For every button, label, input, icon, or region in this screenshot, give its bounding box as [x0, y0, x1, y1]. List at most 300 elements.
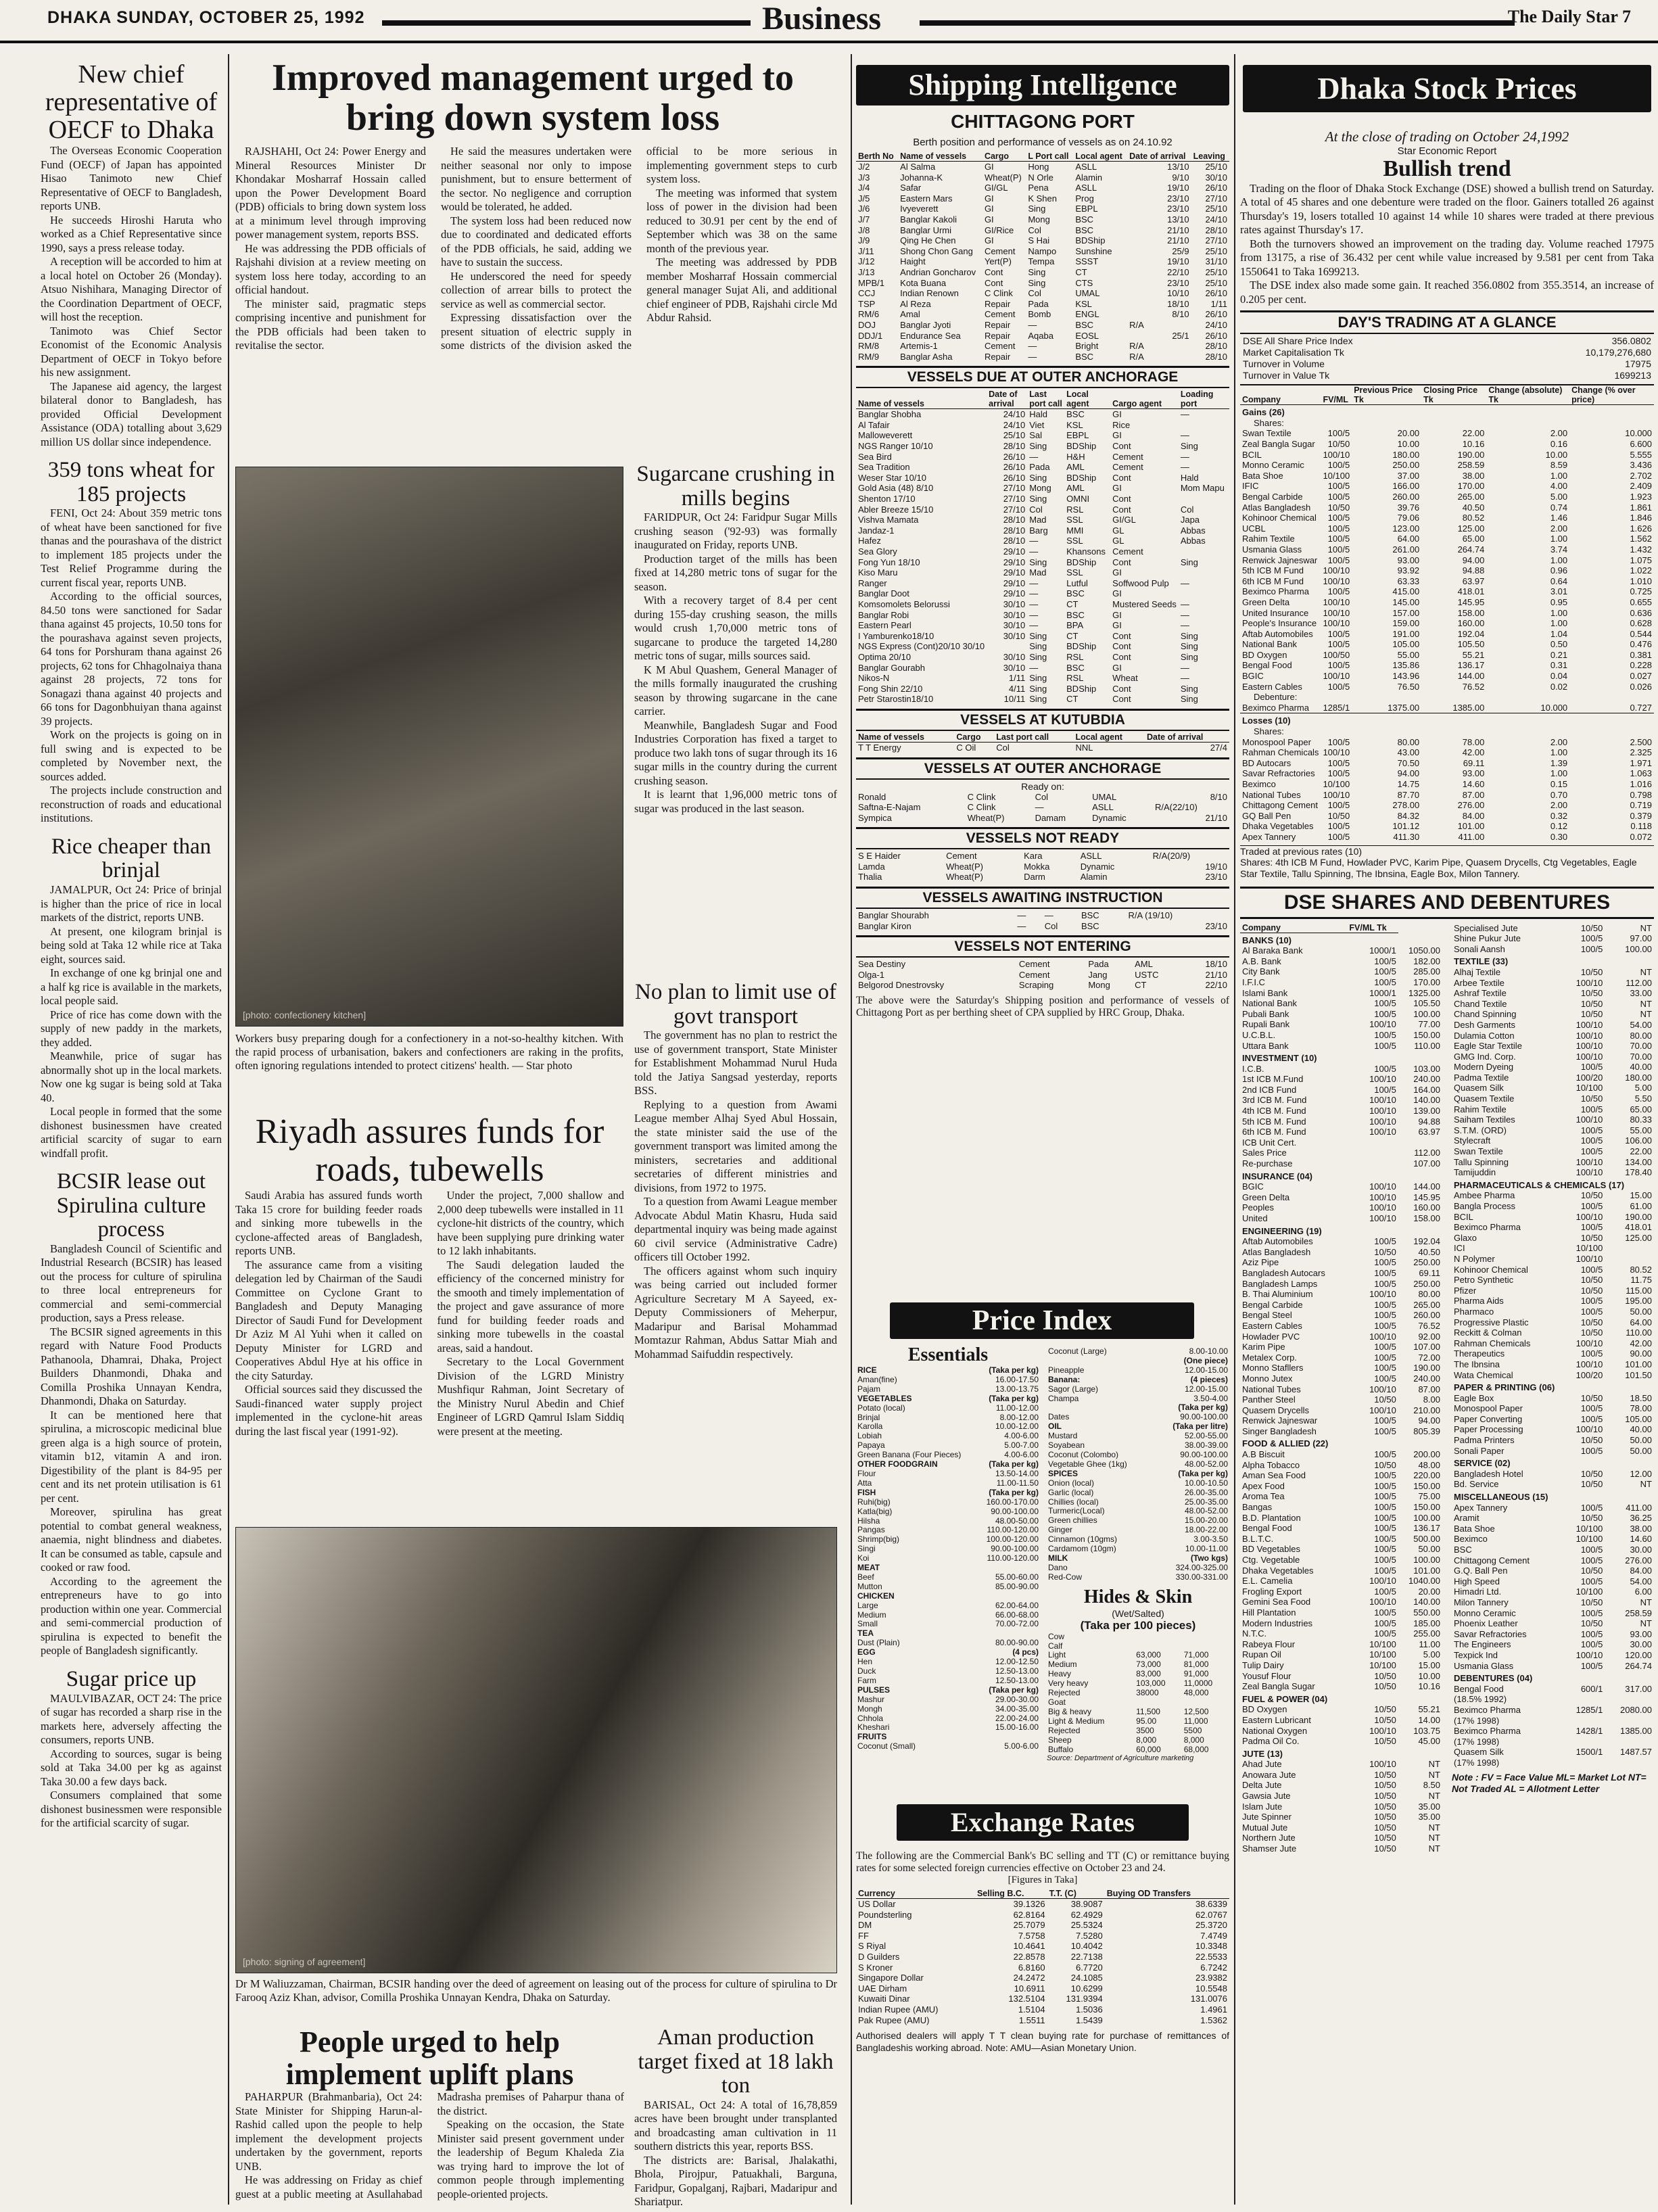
category-row: [856, 1563, 1040, 1573]
price-row: [856, 1742, 1040, 1751]
table-cell: 250.00: [1413, 1257, 1440, 1268]
table-cell: 125.00: [1457, 523, 1485, 534]
table-cell: 100/5: [1580, 1125, 1603, 1135]
table-row: [856, 214, 1229, 225]
table-cell: Sheep: [1048, 1735, 1072, 1745]
table-cell: Cement: [984, 245, 1016, 256]
item-label: Green chillies: [1048, 1516, 1097, 1526]
previous-rates-list: Shares: 4th ICB M Fund, Howlader PVC, Karim Pipe, Quasem Drycells, Ctg Vegetables, Eagle Star Textile, Tallu Spinning, The Ibnsina, Eagle Box, Milon Tannery.: [1240, 856, 1637, 879]
table-cell: 39.76: [1397, 502, 1420, 513]
table-row: [856, 320, 1229, 331]
table-cell: 100/5: [1327, 491, 1350, 502]
table-cell: 14.60: [1462, 779, 1485, 789]
table-cell: (17% 1998): [1454, 1757, 1500, 1768]
table-cell: IFIC: [1242, 481, 1259, 492]
table-row: [1240, 832, 1654, 843]
table-cell: Pada: [1029, 462, 1050, 473]
table-cell: 100/10: [1369, 1074, 1396, 1085]
item-price: 48.00-50.00: [995, 1516, 1039, 1526]
category-label: INSURANCE (04): [1242, 1171, 1313, 1181]
table-row: [1240, 1715, 1442, 1726]
table-cell: 100/10: [1369, 1725, 1396, 1736]
table-cell: J/6: [858, 204, 870, 214]
table-cell: 10/50: [1374, 1801, 1396, 1812]
item-price: 3.50-4.00: [1193, 1394, 1228, 1403]
table-cell: Pubali Bank: [1242, 1008, 1289, 1019]
table-cell: 61.00: [1630, 1201, 1652, 1211]
table-row: [1240, 335, 1654, 347]
table-cell: GI: [1112, 609, 1122, 620]
lead-headline: Improved management urged to bring down system loss: [271, 58, 795, 139]
item-label: Turmeric(Local): [1048, 1507, 1105, 1516]
table-cell: 159.00: [1392, 618, 1420, 629]
table-cell: 25.5324: [1070, 1920, 1103, 1931]
table-cell: —: [1180, 620, 1189, 631]
item-label: Garlic (local): [1048, 1488, 1094, 1497]
table-row: [856, 536, 1229, 546]
table-row: [1240, 998, 1442, 1009]
table-row: [856, 494, 1229, 504]
table-row: [1240, 1681, 1442, 1692]
table-header: [856, 151, 1229, 162]
table-cell: 100/5: [1374, 1299, 1396, 1310]
price-row: [1047, 1526, 1229, 1535]
table-row: [1452, 1201, 1654, 1212]
table-cell: Sing: [1180, 683, 1198, 694]
table-cell: 100/5: [1327, 639, 1350, 650]
table-cell: 6th ICB M. Fund: [1242, 1127, 1306, 1137]
table-cell: Savar Refractories: [1242, 768, 1315, 779]
table-cell: 50.00: [1630, 1445, 1652, 1456]
table-cell: 14.00: [1418, 1714, 1440, 1725]
table-row: [1240, 492, 1654, 502]
item-price: 38.00-39.00: [1184, 1441, 1228, 1451]
table-cell: CCJ: [858, 288, 876, 299]
category-label: DEBENTURES (04): [1454, 1673, 1533, 1684]
item-label: Mongh: [857, 1704, 882, 1714]
table-cell: 100/5: [1580, 943, 1603, 954]
item-label: FRUITS: [857, 1733, 887, 1742]
category-row: [1240, 1224, 1442, 1237]
label: Turnover in Volume: [1243, 358, 1325, 370]
table-header: [856, 390, 1229, 409]
photo-caption: Dr M Waliuzzaman, Chairman, BCSIR handing over the deed of agreement on leasing out of the process for culture of spirulina to Dr Farooq Aziz Khan, advisor, Comilla Proshika Unnayan Kendra, Dhaka on Saturday.: [235, 1977, 837, 2004]
table-cell: Texpick Ind: [1454, 1649, 1498, 1660]
table-cell: People's Insurance: [1242, 618, 1317, 629]
masthead: [0, 0, 1658, 43]
table-cell: 100/10: [1576, 1359, 1603, 1369]
table-row: [1452, 1545, 1654, 1555]
table-cell: 106.00: [1625, 1135, 1652, 1146]
table-row: [856, 483, 1229, 494]
table-row: [1240, 768, 1654, 779]
table-cell: 10/50: [1327, 502, 1350, 513]
table-cell: 10/50: [1580, 1435, 1603, 1446]
table-cell: I Yamburenko18/10: [858, 630, 934, 641]
table-cell: 25/9: [1172, 245, 1189, 256]
table-cell: BSC: [1066, 662, 1085, 673]
table-row: [1452, 1469, 1654, 1480]
table-cell: 42.00: [1462, 747, 1485, 758]
item-price: (Two kgs): [1190, 1553, 1228, 1563]
table-cell: Uttara Bank: [1242, 1040, 1289, 1051]
table-cell: Sunshine: [1075, 245, 1112, 256]
table-cell: 195.00: [1625, 1296, 1652, 1307]
item-label: VEGETABLES: [857, 1394, 912, 1403]
table-cell: J/2: [858, 162, 870, 172]
table-cell: 24.1085: [1070, 1973, 1103, 1983]
table-cell: 1000/1: [1369, 987, 1396, 998]
column-header: Change (% over price): [1569, 385, 1654, 405]
table-cell: 10/50: [1580, 1232, 1603, 1243]
table-cell: 100/5: [1374, 1278, 1396, 1289]
item-price: 330.00-331.00: [1175, 1572, 1228, 1582]
table-cell: 100/5: [1580, 1062, 1603, 1073]
category-row: [1047, 1403, 1229, 1413]
item-label: Dates: [1048, 1413, 1070, 1422]
table-cell: 180.00: [1392, 449, 1420, 460]
table-cell: 0.798: [1630, 789, 1652, 800]
table-cell: S.T.M. (ORD): [1454, 1125, 1507, 1135]
table-cell: 25/10: [1205, 266, 1227, 277]
table-cell: 1.04: [1550, 628, 1568, 639]
item-price: [977, 1733, 1040, 1742]
table-cell: 55.00: [1630, 1125, 1652, 1135]
table-cell: S Kroner: [858, 1962, 893, 1973]
table-body: [856, 910, 1229, 931]
table-cell: BD Oxygen: [1242, 1704, 1287, 1715]
table-cell: —: [1029, 536, 1039, 546]
table-cell: 0.727: [1630, 702, 1652, 713]
paragraph: Saudi Arabia has assured funds worth Taka 15 crore for building feeder roads and sinking more tubewells in the cyclone-affected areas of Bangladesh, reports UNB.: [235, 1189, 423, 1258]
table-cell: 100/10: [1576, 1041, 1603, 1052]
table-cell: 178.40: [1625, 1167, 1652, 1178]
table-cell: 10/50: [1374, 1704, 1396, 1715]
table-cell: 100/5: [1374, 1586, 1396, 1597]
table-cell: 100/10: [1576, 1051, 1603, 1062]
table-cell: Apex Food: [1242, 1480, 1285, 1491]
table-cell: 100.00: [1413, 1008, 1440, 1019]
table-row: [856, 430, 1229, 441]
table-cell: Alamin: [1080, 872, 1108, 883]
table-row: [1452, 1020, 1654, 1031]
table-cell: Cont: [1112, 504, 1131, 515]
paragraph: In exchange of one kg brinjal one and a half kg rice is available in the markets, local people said.: [41, 966, 222, 1008]
table-cell: C Clink: [984, 288, 1013, 299]
paragraph: He said the measures undertaken were neither seasonal nor only to impose punishment, but to ensure betterment of the sector. No negligence and corruption would be tolerated, he added.: [441, 145, 632, 213]
table-cell: Sing: [1029, 694, 1047, 705]
table-cell: 0.02: [1550, 681, 1568, 692]
article-aman: [634, 2026, 837, 2209]
table-cell: 180.00: [1625, 1072, 1652, 1083]
paragraph: Bangladesh Council of Scientific and Industrial Research (BCSIR) has leased out the process for culture of spirulina to three local entrepreneurs for commercial and semi-commercial production, says a Press release.: [41, 1242, 222, 1325]
table-cell: 93.00: [1630, 1628, 1652, 1639]
table-cell: —: [1029, 578, 1039, 588]
table-cell: Aman Sea Food: [1242, 1470, 1306, 1481]
table-cell: 62.0767: [1195, 1909, 1227, 1920]
table-row: [1240, 1148, 1442, 1158]
table-cell: Sonali Aansh: [1454, 943, 1505, 954]
table-cell: 10/50: [1374, 1769, 1396, 1780]
category-row: [1047, 1422, 1229, 1432]
table-cell: Banglar Robi: [858, 609, 909, 620]
shipping-note: The above were the Saturday's Shipping position and performance of vessels of Chittagong Port as per berthing sheet of CPA supplied by HRC Group, Dhaka.: [856, 995, 1229, 1019]
table-cell: 0.16: [1550, 439, 1568, 449]
table-cell: Rahim Textile: [1242, 534, 1295, 544]
table-cell: 90.00: [1630, 1348, 1652, 1359]
article-body: [41, 507, 222, 826]
table-cell: Cement: [1018, 959, 1050, 970]
table-cell: Sea Tradition: [858, 462, 910, 473]
table-cell: 55.21: [1462, 649, 1485, 660]
table-cell: Shong Chon Gang: [900, 245, 973, 256]
table-cell: [1347, 1148, 1398, 1158]
table-cell: Chand Textile: [1454, 998, 1507, 1009]
paragraph: According to sources, sugar is being sold at Taka 34.00 per kg as against Taka 30.00 a few days back.: [41, 1747, 222, 1788]
table-cell: GL: [1112, 536, 1124, 546]
price-row: [1047, 1545, 1229, 1554]
table-cell: 25.3720: [1195, 1920, 1227, 1931]
table-cell: Khansons: [1066, 546, 1106, 557]
table-cell: Wheat: [1112, 673, 1138, 684]
item-label: Coconut (Small): [857, 1742, 916, 1751]
table-row: [1452, 1190, 1654, 1201]
price-row: [856, 1517, 1040, 1526]
table-cell: 100/10: [1323, 449, 1350, 460]
table-row: [856, 278, 1229, 289]
table-cell: 265.00: [1457, 491, 1485, 502]
table-cell: Pena: [1028, 183, 1049, 193]
table-cell: Renwick Jajneswar: [1242, 1415, 1318, 1426]
column-header: L Port call: [1026, 151, 1073, 162]
table-cell: 10/100: [1369, 1649, 1396, 1660]
table-cell: Kohinoor Chemical: [1454, 1264, 1528, 1275]
table-cell: GI: [984, 193, 994, 204]
category-label: PHARMACEUTICALS & CHEMICALS (17): [1454, 1179, 1625, 1190]
table-row: [1240, 1607, 1442, 1618]
table-cell: ICB Unit Cert.: [1242, 1137, 1297, 1148]
table-row: [1240, 650, 1654, 661]
photo-caption: Workers busy preparing dough for a confectionery in a not-so-healthy kitchen. With the rapid process of urbanisation, bakers and confectioners are raking in the profits, often ignoring regulations intended to protect citizens' health. — Star photo: [235, 1032, 623, 1072]
table-row: [1047, 1660, 1229, 1670]
table-row: [1240, 555, 1654, 566]
table-cell: 25/10: [1205, 245, 1227, 256]
table-cell: Panther Steel: [1242, 1394, 1296, 1405]
price-row: [1047, 1451, 1229, 1460]
table-cell: 110.00: [1414, 1040, 1440, 1051]
column-header: T.T. (C): [1047, 1889, 1105, 1899]
table-cell: 10/50: [1580, 988, 1603, 999]
table-cell: S Hai: [1028, 235, 1050, 246]
table-row: [856, 910, 1229, 921]
price-row: [856, 1620, 1040, 1629]
table-cell: 13/10: [1167, 214, 1189, 225]
item-label: Vegetable Ghee (1kg): [1048, 1459, 1127, 1469]
table-cell: Bangladesh Autocars: [1242, 1267, 1325, 1278]
table-cell: Pada: [1028, 298, 1049, 309]
price-row: [1047, 1394, 1229, 1404]
table-cell: 1.00: [1550, 618, 1568, 629]
table-cell: 10/50: [1580, 1566, 1603, 1576]
table-row: [1240, 956, 1442, 967]
table-row: [1452, 1524, 1654, 1534]
table-cell: 77.00: [1418, 1019, 1440, 1030]
table-body: [856, 851, 1229, 883]
table-cell: 100/5: [1374, 1426, 1396, 1436]
table-cell: 120.00: [1625, 1649, 1652, 1660]
table-cell: 100/5: [1374, 1320, 1396, 1331]
table-cell: MPB/1: [858, 277, 885, 288]
table-cell: 0.31: [1550, 660, 1568, 671]
table-cell: N.T.C.: [1242, 1628, 1267, 1639]
table-cell: 1325.00: [1408, 987, 1440, 998]
table-cell: 100/10: [1369, 1331, 1396, 1342]
table-cell: 63.97: [1462, 575, 1485, 586]
table-cell: Frogling Export: [1242, 1586, 1302, 1597]
stock-report-credit: Star Economic Report: [1397, 145, 1497, 157]
table-cell: Bengal Carbide: [1242, 1299, 1303, 1310]
item-label: Atta: [857, 1478, 872, 1488]
table-row: [1240, 370, 1654, 381]
table-row: [1240, 1628, 1442, 1639]
table-cell: 3.74: [1550, 544, 1568, 555]
table-cell: Banglar Jyoti: [900, 319, 951, 330]
item-price: 48.00-52.00: [1184, 1459, 1228, 1469]
table-cell: 144.00: [1413, 1181, 1440, 1192]
table-cell: Jang: [1088, 969, 1108, 980]
item-price: 5.00-6.00: [1004, 1742, 1039, 1751]
table-cell: 78.00: [1462, 736, 1485, 747]
table-cell: 10.000: [1540, 702, 1568, 713]
paragraph: Under the project, 7,000 shallow and 2,000 deep tubewells were installed in 11 cyclone-hit districts of the country, which have been supplying pure drinking water to 12 lakh inhabitants.: [437, 1189, 624, 1258]
table-cell: 100/5: [1327, 757, 1350, 768]
table-cell: Dulamia Cotton: [1454, 1030, 1515, 1041]
table-cell: 2.00: [1550, 736, 1568, 747]
table-row: [1240, 1019, 1442, 1030]
stock-banner: Dhaka Stock Prices: [1243, 65, 1651, 112]
table-cell: 2.00: [1550, 428, 1568, 439]
table-cell: 84.00: [1630, 1566, 1652, 1576]
table-cell: 26/10: [1003, 472, 1026, 483]
table-cell: 0.12: [1550, 821, 1568, 832]
table-cell: 100/5: [1374, 1236, 1396, 1247]
table-row: [1452, 1009, 1654, 1020]
table-cell: Banglar Gourabh: [858, 662, 926, 673]
table-row: [1452, 967, 1654, 978]
table-row: [1240, 1310, 1442, 1321]
table-row: [1240, 576, 1654, 587]
table-row: [1452, 1716, 1654, 1726]
table-cell: Artemis-1: [900, 341, 938, 352]
column-header: Last port call: [1027, 390, 1064, 409]
item-label: CHICKEN: [857, 1591, 895, 1601]
category-row: [1452, 1671, 1654, 1684]
table-cell: Mad: [1029, 515, 1047, 525]
kutubdia-table: [856, 732, 1229, 753]
table-cell: Cement: [984, 309, 1016, 320]
table-cell: 6.600: [1630, 439, 1652, 449]
table-cell: Cont: [1112, 494, 1131, 504]
table-row: [1240, 439, 1654, 450]
price-row: [1047, 1460, 1229, 1469]
table-cell: 23/10: [1205, 920, 1227, 931]
table-cell: 134.00: [1625, 1156, 1652, 1167]
table-cell: Monno Ceramic: [1454, 1607, 1516, 1618]
table-cell: CT: [1135, 980, 1147, 991]
item-price: 12.00-12.50: [995, 1657, 1039, 1667]
table-cell: 38.00: [1462, 470, 1485, 481]
table-cell: 100/5: [1374, 1363, 1396, 1373]
table-row: [1240, 1555, 1442, 1566]
table-cell: 100/5: [1374, 1352, 1396, 1363]
table-cell: 100/5: [1327, 660, 1350, 671]
table-cell: Hong: [1028, 162, 1049, 172]
table-cell: Beximco: [1242, 779, 1276, 789]
table-cell: 29/10: [1003, 588, 1026, 599]
table-cell: 64.00: [1630, 1317, 1652, 1327]
table-cell: Cement: [1112, 451, 1143, 462]
table-cell: UCBL: [1242, 523, 1266, 534]
table-cell: 103.00: [1413, 1063, 1440, 1074]
table-cell: 3500: [1136, 1726, 1154, 1735]
table-cell: GI: [984, 235, 994, 246]
table-cell: BSC: [1454, 1545, 1472, 1555]
item-price: 10.00-10.50: [1184, 1478, 1228, 1488]
column-header: Date of arrival: [1145, 732, 1229, 743]
paragraph: The Japanese aid agency, the largest bilateral donor to Bangladesh, has provided Official Development Assistance (ODA) totalling about 3,629 million US dollar since independence.: [41, 379, 222, 448]
table-cell: Gawsia Jute: [1242, 1791, 1291, 1802]
price-row: [1047, 1516, 1229, 1526]
section-heading: VESSELS DUE AT OUTER ANCHORAGE: [856, 366, 1229, 388]
table-cell: 25.7079: [1013, 1920, 1045, 1931]
table-cell: Islam Jute: [1242, 1801, 1283, 1812]
table-cell: 1.016: [1630, 779, 1652, 789]
table-cell: Indian Renown: [900, 288, 959, 299]
table-cell: 411.00: [1458, 831, 1485, 842]
table-cell: 5.00: [1423, 1649, 1440, 1660]
item-price: 4.00-6.00: [1004, 1432, 1039, 1441]
price-row: [856, 1657, 1040, 1667]
paragraph: Replying to a question from Awami League member Alhaj Syed Abul Hossain, the state minister said the use of the government transport was limited among the ministers, secretaries and additional secretaries of different ministries and divisions, from 1972 to 1975.: [634, 1098, 837, 1194]
table-cell: 18.50: [1630, 1392, 1652, 1403]
price-index-banner: Price Index: [890, 1302, 1194, 1339]
table-cell: 1428/1: [1576, 1726, 1603, 1737]
article-sugar: [41, 1668, 222, 1831]
table-cell: Sing: [1029, 494, 1047, 504]
table-cell: 200.00: [1413, 1449, 1440, 1460]
table-cell: J/11: [858, 245, 874, 256]
table-cell: Weser Star 10/10: [858, 472, 926, 483]
table-row: [1240, 1095, 1442, 1106]
table-cell: 80.00: [1397, 736, 1420, 747]
item-label: Ruhi(big): [857, 1497, 891, 1507]
table-cell: 145.95: [1413, 1192, 1440, 1202]
table-cell: 93.00: [1462, 768, 1485, 779]
column-header: Last port call: [994, 732, 1073, 743]
table-cell: Eagle Star Textile: [1454, 1041, 1522, 1052]
paragraph: Speaking on the occasion, the State Minister said present government under the leadership of Begum Khaleda Zia was trying hard to improve the lot of common people through implementing people-oriented projects.: [437, 2118, 624, 2201]
table-cell: 65.00: [1630, 1104, 1652, 1114]
lead-article-body: [235, 145, 837, 463]
table-cell: GI/GL: [984, 183, 1008, 193]
table-cell: 7.5280: [1075, 1930, 1103, 1941]
item-label: Mashur: [857, 1695, 885, 1704]
dse-listing-left: [1240, 923, 1442, 1854]
price-row: [856, 1667, 1040, 1676]
table-cell: Thalia: [858, 872, 882, 883]
table-row: [856, 599, 1229, 610]
table-cell: Light: [1048, 1651, 1066, 1660]
